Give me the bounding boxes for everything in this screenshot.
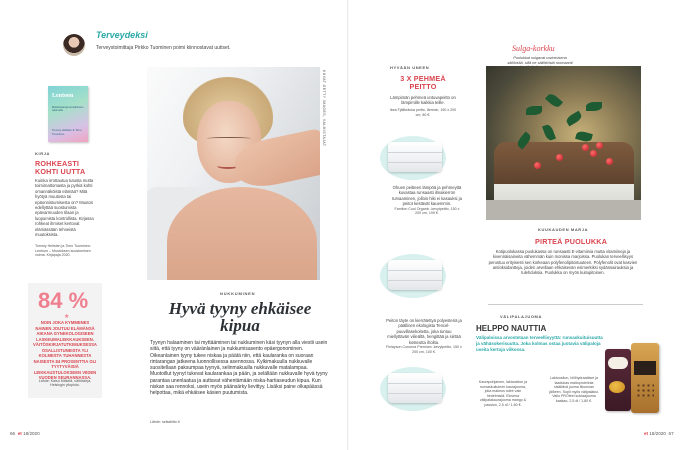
issue-right: 18/2020 xyxy=(649,431,666,436)
snack-kicker: VÄLIPALAJUOMA xyxy=(500,314,542,319)
magazine-logo-left: et xyxy=(17,431,22,436)
page-spine xyxy=(347,0,349,450)
quote-text: Puolukkat sulgavat ravintoisena säilöntää, sillä ne säilöttöstä ruomaanti xyxy=(507,56,573,65)
star-icon: ★ xyxy=(64,314,70,320)
article-title: Hyvä tyyny ehkäisee kipua xyxy=(168,299,312,335)
page-number-left: 66 xyxy=(10,431,16,436)
page-number-right: 67 xyxy=(668,431,674,436)
product3-price: Finlayson Coronna Premium -kevytpeitto, 150 x 200 cm, 100 €. xyxy=(386,345,462,354)
section-divider xyxy=(488,304,643,305)
author-avatar xyxy=(63,34,85,56)
book-headline: ROHKEASTI KOHTI UUTTA xyxy=(35,159,86,176)
book-cover-subtitle: Muistiinpanoja lentokoneen istuimelta xyxy=(52,106,84,113)
footer-right xyxy=(644,431,674,436)
book-cover xyxy=(48,86,88,142)
product2-text xyxy=(392,185,462,216)
section-subtitle: Terveystoimittaja Pirkko Tuominen poimi kiinnostavat uutiset. xyxy=(96,45,231,51)
product3-text xyxy=(386,318,462,354)
section-title: Terveydeksi xyxy=(96,30,148,40)
products-kicker: HYVÄÄN UNEEN xyxy=(390,65,430,70)
stat-text: NOIN JOKA KYMMENES NAINEN JOUTUU ELÄMÄNSÄ AIKANA GYNEKOLOGISEEN LASKEUMALEIKKAUKSEEN. VÄITÖSKIRJATUTKIMUKSESSA OSALLISTUNEISTA YLI KOLMESTA TUHANNESTA NAISESTA 84 PROSENTTIA OLI TYYTYVÄISIÄ LEIKKAUSTULOKSEEN VIIDEN VUODEN SEURANNASSA. xyxy=(33,320,97,380)
photo-credit: KUVAT GETTY IMAGES, VALMISTAJAT xyxy=(322,70,326,147)
snack-drink-packs xyxy=(605,343,665,421)
stat-value: 84 % xyxy=(38,288,89,313)
magazine-logo-right: et xyxy=(644,431,649,436)
book-cover-author: Tommy Hellsten & Timo Tuominen xyxy=(52,128,82,136)
book-kicker: KIRJA xyxy=(35,151,51,156)
product1-price: Ikea Fjällbräcka peitto, lämmin, 150 x 200 cm, 80 €. xyxy=(389,108,457,117)
lingonberry-photo xyxy=(486,66,641,220)
product1-body: Lämpimän pehmeä untuvapeitto on lämpimille kaikkia teille. xyxy=(390,95,456,106)
product3-body: Peiton täyte on kierrätettyä polyesteriä ja päällinen ekologista Tencel-puuvillasekoitetta, joka tuntuu miellyttävän viileältä, hengittää ja siirtää kosteutta ihoilta. xyxy=(386,318,462,345)
stat-credit: Lähde: Kaisu Mäkelä, väitöskirja, Helsingin yliopisto. xyxy=(38,379,92,387)
article-credit: Lähde: selkaliitto.fi xyxy=(150,420,180,424)
snack-item-1: Kaurapohjainen, laktoositon ja runsaskuituinen kaurajuoma, joka makeus tulee vain hedelmistä. Elovena välipalakaurajuoma mango & passion, 2,5 dl / 1,60 €. xyxy=(478,380,528,407)
quote-title: Sulga-korkku xyxy=(512,44,555,53)
product2-price: Familon Cool Organic -kevytpeitto, 150 x 200 cm, 199 €. xyxy=(394,206,460,216)
blanket-image-3 xyxy=(380,365,450,413)
issue-left: 18/2020 xyxy=(23,431,40,436)
book-body: Kuinka irrottautua tutusta mutta toimimattomasta ja pyrkiä kohti omannäköistä elämää? Mitä hyötyä muutosta tai epäonnistumisesta on? Muutos edellyttää suostumista epävarmuuden tilaan ja luopumista kontrollista. Kirjassa rohkeat ihmiset kertovat elämässään tehneistä muutoksista. xyxy=(35,178,94,238)
snack-lead: Välipaloissa arvostetaan terveellisyyttä: runsaskuituisuutta ja vähäsokerisuutta. Joka kolmas ostaa juotavia välipaloja useita kertoja viikossa. xyxy=(476,335,603,352)
article-kicker: NUKKUMINEN xyxy=(220,291,256,296)
berry-body: Kotipuolukassa puolukassa on runsaasti E-vitamiinia mutta vitamiineja ja kivennäisaineita vähemmän kuin monissa marjoissa. Puolukan terveellisyys perustuu erityisesti sen korkeaan polyfenolipitoisuuteen. Polyfenolit ovat kasvien antioksidantteja, joiden arvellaan ehkäisevän esimerkiksi sydänsairauksia ja tulehduksia. Puolukka on myös kuitupitoinen. xyxy=(488,249,638,276)
footer-left xyxy=(10,431,40,436)
book-cover-title: Lentoon xyxy=(52,93,74,99)
sleeping-woman-photo xyxy=(147,67,320,280)
blanket-image-2 xyxy=(380,252,450,300)
blanket-image-1 xyxy=(380,134,450,182)
berry-kicker: KUUKAUDEN MARJA xyxy=(538,227,589,232)
berry-headline: PIRTEÄ PUOLUKKA xyxy=(535,237,608,246)
snack-headline: HELPPO NAUTTIA xyxy=(476,324,547,333)
book-credit: Tommy Hellsten ja Timo Tuominen: Lentoon – Muutoksen suostumisen voima. Kirjapaja 2020. xyxy=(35,244,91,258)
article-lead: Tyynyn halaaminen tai myttääminen tai nukkuminen käsi tyynyn alla viestii usein siitä, että tyyny on vääränlainen ja nukkumisasento epäergonominen. Oikeanlainen tyyny tukee niskaa ja päätä niin, että kaularanka on suoraan rintarangan jatkeena luonnollisessa asennossa. Kylkimakuulla nukkuvalle suositellaan paksumpaa tyynyä, selinmakuulla nukkuvalle matalampaa. Muotoillut tyynyt tukevat kaularankaa ja pään, ja selällään nukkuvalle hyvä tyyny parantaa unenlaatua ja auttavat vähentämään niska-hartiaseudun kipua. Kun niskan saa rennoksi, usein myös päänsärky lievittyy. Lisäksi paine olkapäässä helpottaa, mikä ehkäisee käsien puutumista. xyxy=(150,340,328,397)
products-headline: 3 X PEHMEÄ PEITTO xyxy=(400,74,446,91)
product2-body: Ohuen peitteen lämpöä ja pehmeyttä kuvastaa runsaasti ilmakierron turvaaminen, jolloin hiki ei kasauksi ja peitot kestävät kauemmin. xyxy=(392,185,462,207)
snack-item-2: Laktoositon, hiilihydraattiset ja laadukas maitoproteiinia sisältävä juoma liikunnan jälkeen. Sopii myös välipalaksi. Valio PROfeel suklaajuoma kaakao, 2,5 dl / 1,80 €. xyxy=(549,376,599,403)
